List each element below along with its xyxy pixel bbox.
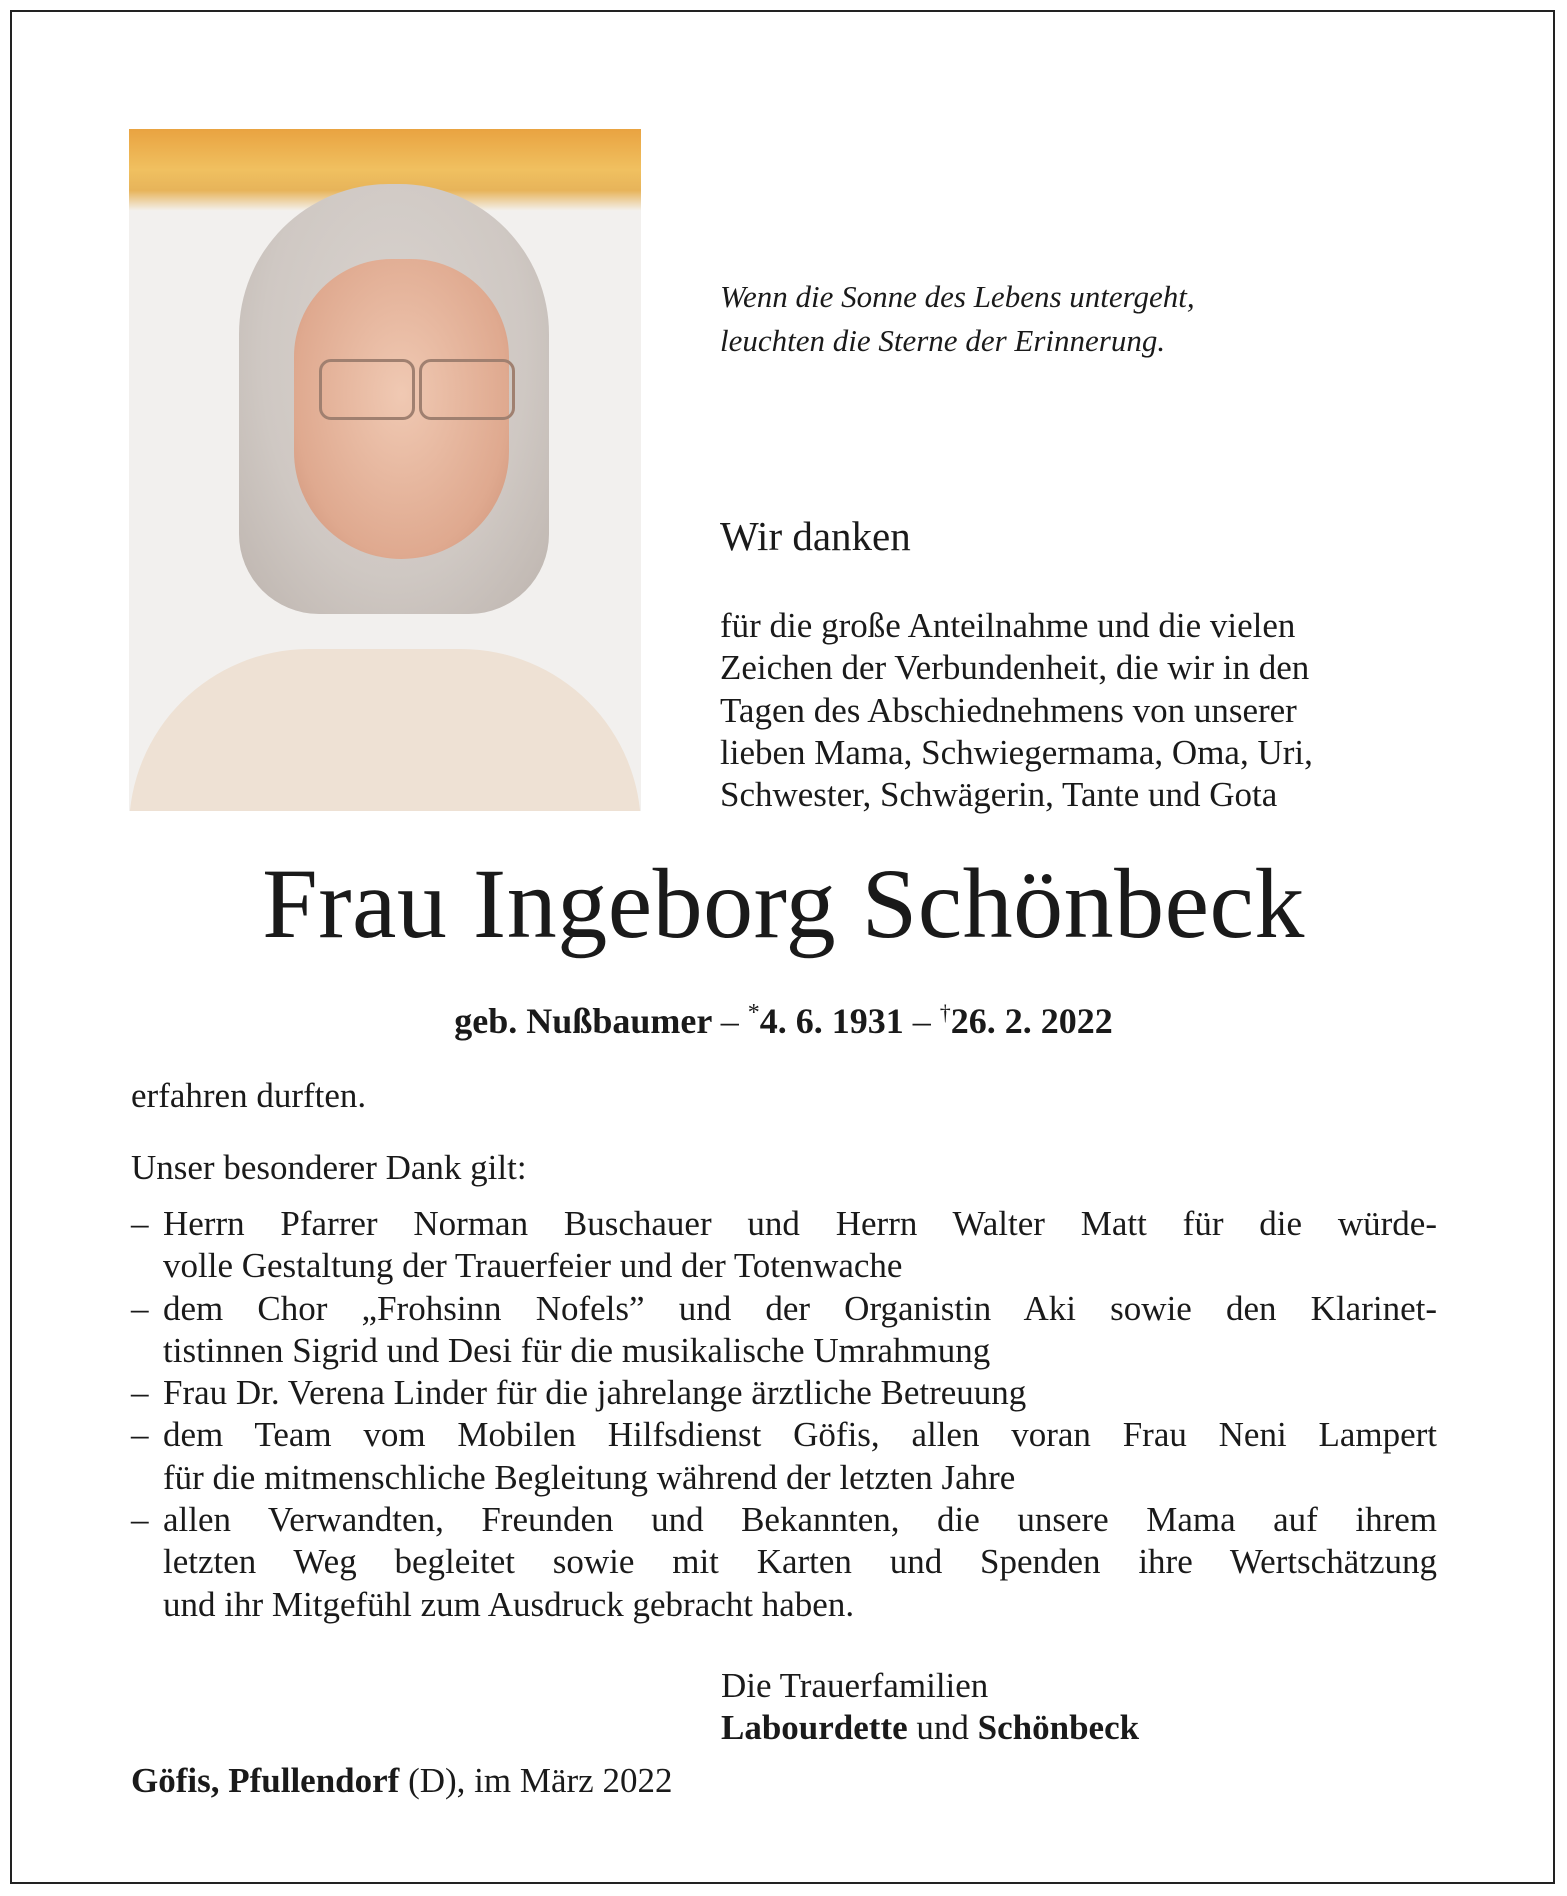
- list-item: [131, 1372, 1437, 1414]
- maiden-name: geb. Nußbaumer: [454, 1001, 712, 1041]
- life-dates: [0, 1000, 1567, 1042]
- paragraph-line: Tagen des Abschiednehmens von unserer: [720, 690, 1297, 730]
- paragraph-line: Schwester, Schwägerin, Tante und Gota: [720, 775, 1278, 815]
- list-item: [131, 1288, 1437, 1373]
- list-line: allen Verwandten, Freunden und Bekannten, die unsere Mama auf ihrem: [163, 1500, 1437, 1540]
- list-line: für die mitmenschliche Begleitung während der letzten Jahre: [163, 1457, 1016, 1497]
- quote-line: Wenn die Sonne des Lebens untergeht,: [720, 279, 1195, 314]
- list-item: [131, 1499, 1437, 1626]
- portrait-photo: [129, 129, 641, 811]
- paragraph-line: lieben Mama, Schwiegermama, Oma, Uri,: [720, 732, 1313, 772]
- separator: –: [720, 1001, 739, 1041]
- dash: –: [131, 1373, 149, 1413]
- list-line: Frau Dr. Verena Linder für die jahrelange ärztliche Betreuung: [163, 1373, 1027, 1413]
- born-symbol: *: [747, 1000, 760, 1026]
- death-date: 26. 2. 2022: [950, 1001, 1113, 1041]
- special-thanks-intro: Unser besonderer Dank gilt:: [131, 1148, 527, 1187]
- list-line: letzten Weg begleitet sowie mit Karten und Spenden ihre Wertschätzung: [163, 1542, 1437, 1582]
- list-line: volle Gestaltung der Trauerfeier und der Totenwache: [163, 1246, 903, 1286]
- list-item: [131, 1414, 1437, 1499]
- died-symbol: †: [939, 1000, 951, 1025]
- deceased-name: Frau Ingeborg Schönbeck: [262, 848, 1305, 959]
- dash: –: [131, 1204, 149, 1243]
- country-date: (D), im März 2022: [408, 1761, 673, 1800]
- list-line: tistinnen Sigrid und Desi für die musikalische Umrahmung: [163, 1330, 991, 1370]
- paragraph-line: für die große Anteilnahme und die vielen: [720, 606, 1296, 645]
- paragraph-line: Zeichen der Verbundenheit, die wir in den: [720, 648, 1310, 688]
- memorial-quote: [720, 275, 1195, 363]
- thanks-heading: Wir danken: [720, 513, 911, 559]
- dash: –: [131, 1500, 149, 1540]
- places: Göfis, Pfullendorf: [131, 1761, 400, 1800]
- dash: –: [131, 1415, 149, 1455]
- dash: –: [131, 1288, 149, 1328]
- family-name: Schönbeck: [977, 1708, 1140, 1747]
- list-line: und ihr Mitgefühl zum Ausdruck gebracht haben.: [163, 1584, 855, 1624]
- list-line: dem Chor „Frohsinn Nofels” und der Organistin Aki sowie den Klarinet-: [163, 1288, 1437, 1328]
- place-date: [131, 1761, 672, 1801]
- after-name-text: erfahren durften.: [131, 1076, 367, 1115]
- list-line: Herrn Pfarrer Norman Buschauer und Herrn Walter Matt für die würde-: [163, 1204, 1437, 1243]
- signature: [721, 1665, 1139, 1749]
- thanks-paragraph: [720, 605, 1440, 816]
- conjunction: und: [916, 1708, 969, 1747]
- list-line: dem Team vom Mobilen Hilfsdienst Göfis, allen voran Frau Neni Lampert: [163, 1415, 1437, 1455]
- family-name: Labourdette: [721, 1708, 908, 1747]
- list-item: [131, 1203, 1437, 1288]
- special-thanks-list: [131, 1203, 1437, 1626]
- signature-line: Die Trauerfamilien: [721, 1666, 989, 1705]
- separator: –: [912, 1001, 931, 1041]
- birth-date: 4. 6. 1931: [759, 1001, 904, 1041]
- quote-line: leuchten die Sterne der Erinnerung.: [720, 323, 1166, 358]
